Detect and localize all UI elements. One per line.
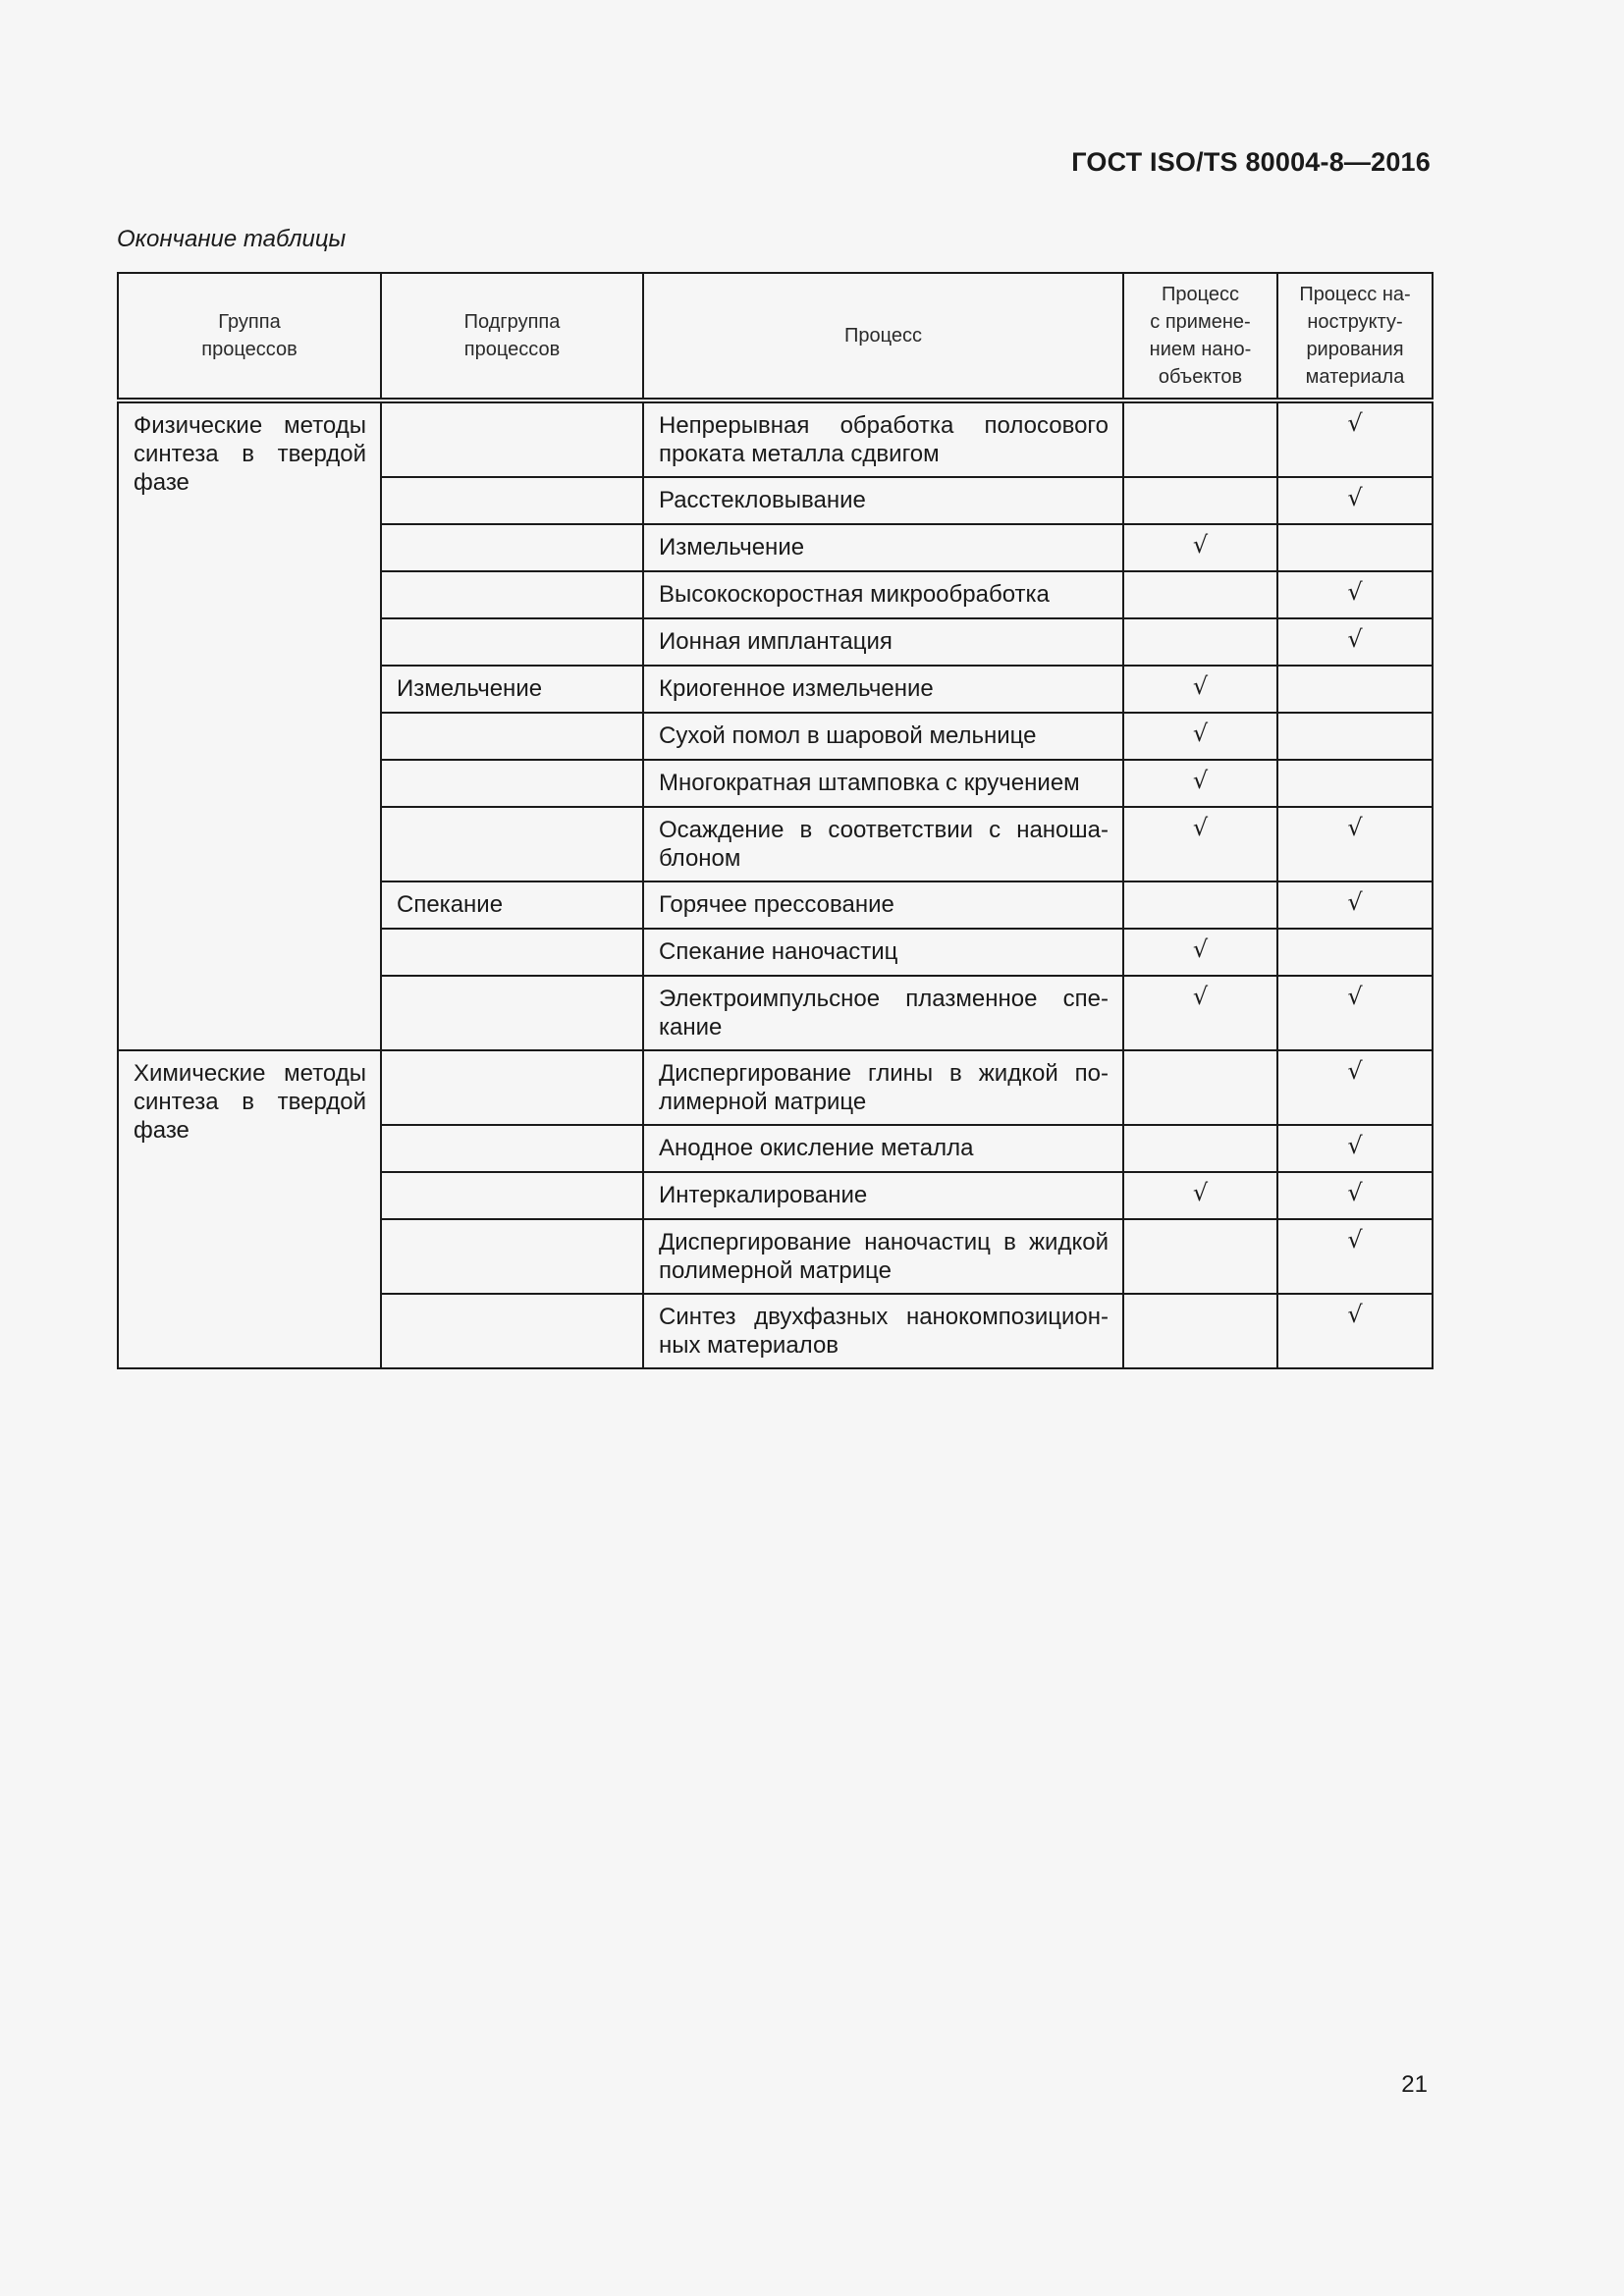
nano-objects-cell <box>1123 1050 1277 1125</box>
subgroup-name <box>382 1126 642 1142</box>
process-cell <box>643 713 1123 760</box>
process-cell <box>643 929 1123 976</box>
nano-structuring-cell <box>1277 713 1433 760</box>
check-mark-icon: √ <box>1347 409 1363 437</box>
process-name-line: Измельчение <box>659 534 805 561</box>
subgroup-name <box>382 714 642 729</box>
nano-structuring-cell <box>1277 1050 1433 1125</box>
subgroup-name <box>382 761 642 776</box>
text-line: рирования <box>1306 339 1404 360</box>
process-name-line: лимерной матрице <box>659 1089 867 1115</box>
check-mark-icon: √ <box>1347 1179 1363 1206</box>
check-mark-icon: √ <box>1192 983 1209 1010</box>
check-mark-icon: √ <box>1347 1301 1363 1328</box>
nano-structuring-cell <box>1277 666 1433 713</box>
check-mark-icon: √ <box>1347 983 1363 1010</box>
group-name <box>119 403 380 505</box>
subgroup-name <box>382 403 642 419</box>
text-line: объектов <box>1158 366 1243 388</box>
nano-objects-cell <box>1123 1125 1277 1172</box>
col-header-group <box>118 273 381 400</box>
process-name-line: Спекание наночастиц <box>659 938 898 965</box>
process-name-line: Расстекловывание <box>659 487 866 513</box>
process-cell <box>643 1219 1123 1294</box>
page-number: 21 <box>1401 2071 1428 2098</box>
nano-structuring-cell <box>1277 571 1433 618</box>
col-header-nano-structuring <box>1277 273 1433 400</box>
process-name-line: Интеркалирование <box>659 1182 868 1208</box>
process-name-line: Сухой помол в шаровой мельнице <box>659 722 1037 749</box>
check-mark-icon: √ <box>1347 1132 1363 1159</box>
process-name-line: Анодное окисление металла <box>659 1135 974 1161</box>
check-mark-icon: √ <box>1192 814 1209 841</box>
group-name <box>119 1051 380 1152</box>
subgroup-cell <box>381 477 643 524</box>
nano-objects-cell <box>1123 881 1277 929</box>
process-name-line: Электроимпульсное плазменное спе- <box>659 986 1109 1012</box>
table-caption: Окончание таблицы <box>117 226 347 252</box>
col-header-nano-objects <box>1123 273 1277 400</box>
process-name-line: Синтез двухфазных нанокомпозицион- <box>659 1304 1109 1330</box>
group-cell <box>118 400 381 1050</box>
group-cell <box>118 1050 381 1368</box>
process-name-line: Непрерывная обработка полосового <box>659 412 1109 439</box>
process-cell <box>643 807 1123 881</box>
process-name-line: блоном <box>659 845 741 872</box>
text-line: с примене- <box>1150 311 1251 333</box>
text-line: нием нано- <box>1149 339 1252 360</box>
process-cell <box>643 976 1123 1050</box>
group-name-line: Химические методы <box>134 1060 366 1087</box>
group-name-line: фазе <box>134 1117 189 1144</box>
table-row <box>118 1050 1433 1125</box>
subgroup-cell <box>381 1050 643 1125</box>
subgroup-cell <box>381 976 643 1050</box>
nano-objects-cell <box>1123 807 1277 881</box>
subgroup-cell <box>381 400 643 477</box>
check-mark-icon: √ <box>1192 935 1209 963</box>
process-name-line: ных материалов <box>659 1332 839 1359</box>
group-name-line: синтеза в твердой <box>134 441 366 467</box>
nano-objects-cell <box>1123 618 1277 666</box>
subgroup-cell <box>381 1219 643 1294</box>
nano-structuring-cell <box>1277 524 1433 571</box>
document-id: ГОСТ ISO/TS 80004-8—2016 <box>1071 147 1431 177</box>
nano-structuring-cell <box>1277 929 1433 976</box>
nano-structuring-cell <box>1277 1294 1433 1368</box>
subgroup-cell <box>381 881 643 929</box>
check-mark-icon: √ <box>1192 531 1209 559</box>
process-cell <box>643 1050 1123 1125</box>
subgroup-cell <box>381 760 643 807</box>
group-name-line: синтеза в твердой <box>134 1089 366 1115</box>
process-cell <box>643 1294 1123 1368</box>
nano-objects-cell <box>1123 760 1277 807</box>
nano-objects-cell <box>1123 571 1277 618</box>
nano-structuring-cell <box>1277 976 1433 1050</box>
check-mark-icon: √ <box>1192 767 1209 794</box>
process-cell <box>643 881 1123 929</box>
process-name-line: Горячее прессование <box>659 891 894 918</box>
process-name-line: Осаждение в соответствии с наноша- <box>659 817 1109 843</box>
process-name-line: Диспергирование глины в жидкой по- <box>659 1060 1109 1087</box>
process-cell <box>643 666 1123 713</box>
check-mark-icon: √ <box>1347 1057 1363 1085</box>
table-row <box>118 400 1433 477</box>
process-name-line: Многократная штамповка с кручением <box>659 770 1080 796</box>
subgroup-cell <box>381 1172 643 1219</box>
subgroup-name <box>382 619 642 635</box>
process-cell <box>643 760 1123 807</box>
process-name-line: Диспергирование наночастиц в жидкой <box>659 1229 1109 1255</box>
table-header-row <box>118 273 1433 400</box>
text-line: нострукту- <box>1307 311 1403 333</box>
text-line: Процесс <box>1162 284 1239 305</box>
subgroup-cell <box>381 618 643 666</box>
check-mark-icon: √ <box>1192 672 1209 700</box>
process-cell <box>643 1172 1123 1219</box>
text-line: Группа <box>218 311 281 333</box>
nano-objects-cell <box>1123 1219 1277 1294</box>
nano-objects-cell <box>1123 400 1277 477</box>
text-line: материала <box>1305 366 1405 388</box>
subgroup-cell <box>381 807 643 881</box>
nano-structuring-cell <box>1277 1172 1433 1219</box>
group-name-line: Физические методы <box>134 412 366 439</box>
check-mark-icon: √ <box>1192 1179 1209 1206</box>
subgroup-name <box>382 1220 642 1236</box>
text-line: Подгруппа <box>463 311 561 333</box>
nano-objects-cell <box>1123 666 1277 713</box>
check-mark-icon: √ <box>1347 888 1363 916</box>
process-name-line: Криогенное измельчение <box>659 675 934 702</box>
text-line: Процесс <box>844 325 922 347</box>
nano-structuring-cell <box>1277 881 1433 929</box>
subgroup-cell <box>381 524 643 571</box>
subgroup-cell <box>381 1125 643 1172</box>
process-cell <box>643 571 1123 618</box>
nano-objects-cell <box>1123 1172 1277 1219</box>
nano-objects-cell <box>1123 1294 1277 1368</box>
nano-structuring-cell <box>1277 807 1433 881</box>
nano-structuring-cell <box>1277 400 1433 477</box>
process-table <box>117 272 1434 1369</box>
process-cell <box>643 1125 1123 1172</box>
subgroup-name: Спекание <box>397 891 504 918</box>
subgroup-name <box>382 478 642 494</box>
nano-objects-cell <box>1123 929 1277 976</box>
process-name-line: проката металла сдвигом <box>659 441 940 467</box>
nano-structuring-cell <box>1277 760 1433 807</box>
process-cell <box>643 618 1123 666</box>
subgroup-cell <box>381 929 643 976</box>
process-name-line: кание <box>659 1014 723 1041</box>
check-mark-icon: √ <box>1347 484 1363 511</box>
subgroup-name <box>382 1051 642 1067</box>
text-line: процессов <box>201 339 298 360</box>
text-line: процессов <box>463 339 561 360</box>
check-mark-icon: √ <box>1347 1226 1363 1254</box>
nano-structuring-cell <box>1277 1219 1433 1294</box>
subgroup-name <box>382 1295 642 1310</box>
subgroup-name <box>382 977 642 992</box>
subgroup-name <box>382 572 642 588</box>
process-cell <box>643 400 1123 477</box>
process-cell <box>643 524 1123 571</box>
check-mark-icon: √ <box>1192 720 1209 747</box>
subgroup-name <box>382 1173 642 1189</box>
process-cell <box>643 477 1123 524</box>
subgroup-name <box>382 525 642 541</box>
subgroup-cell <box>381 666 643 713</box>
nano-objects-cell <box>1123 477 1277 524</box>
nano-objects-cell <box>1123 713 1277 760</box>
subgroup-name: Измельчение <box>397 675 543 702</box>
check-mark-icon: √ <box>1347 814 1363 841</box>
subgroup-name <box>382 808 642 824</box>
text-line: Процесс на- <box>1299 284 1411 305</box>
process-name-line: Высокоскоростная микрообработка <box>659 581 1050 608</box>
subgroup-cell <box>381 713 643 760</box>
nano-structuring-cell <box>1277 477 1433 524</box>
col-header-subgroup <box>381 273 643 400</box>
subgroup-cell <box>381 571 643 618</box>
check-mark-icon: √ <box>1347 578 1363 606</box>
process-name-line: полимерной матрице <box>659 1257 892 1284</box>
check-mark-icon: √ <box>1347 625 1363 653</box>
col-header-process <box>643 273 1123 400</box>
table-body <box>118 400 1433 1368</box>
nano-objects-cell <box>1123 524 1277 571</box>
nano-structuring-cell <box>1277 1125 1433 1172</box>
subgroup-name <box>382 930 642 945</box>
nano-objects-cell <box>1123 976 1277 1050</box>
group-name-line: фазе <box>134 469 189 496</box>
nano-structuring-cell <box>1277 618 1433 666</box>
process-name-line: Ионная имплантация <box>659 628 893 655</box>
subgroup-cell <box>381 1294 643 1368</box>
